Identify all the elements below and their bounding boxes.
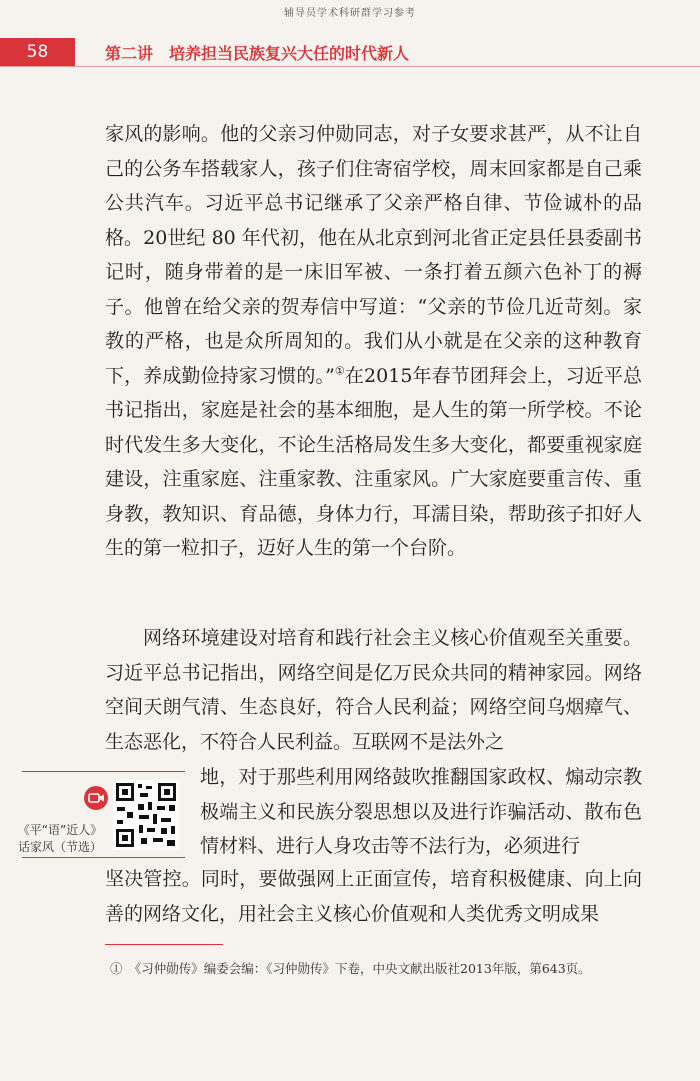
video-camera-icon: [84, 786, 108, 810]
paragraph-family-style: [105, 117, 642, 566]
footnote-rule: [105, 944, 223, 945]
sidebar-label: [10, 822, 110, 856]
para1-text-a: 家风的影响。他的父亲习仲勋同志，对子女要求甚严，从不让自己的公务车搭载家人，孩子们住寄宿学校，周末回家都是自己乘公共汽车。习近平总书记继承了父亲严格自律、节俭诚朴的品格。20世纪 80 年代初，他在从北京到河北省正定县任县委副书记时，随身带着的是一床旧军被、一条打着五颜六色补丁的褥子。他曾在给父亲的贺寿信中写道：“父亲的节俭几近苛刻。家教的严格，也是众所周知的。我们从小就是在父亲的这种教育下，养成勤俭持家习惯的。”: [105, 123, 642, 387]
footnote-ref[interactable]: ①: [334, 364, 345, 378]
qr-code[interactable]: [113, 780, 179, 850]
paragraph-network: 网络环境建设对培育和践行社会主义核心价值观至关重要。习近平总书记指出，网络空间是亿万民众共同的精神家园。网络空间天朗气清、生态良好，符合人民利益；网络空间乌烟瘴气、生态恶化，不符合人民利益。互联网不是法外之: [105, 627, 642, 753]
footnote: ① 《习仲勋传》编委会编：《习仲勋传》下卷，中央文献出版社2013年版，第643页。: [110, 961, 591, 976]
top-note: 辅导员学术科研群学习参考: [284, 8, 416, 19]
sidebar-rule-bottom: [22, 857, 185, 858]
chapter-title: 第二讲 培养担当民族复兴大任的时代新人: [105, 44, 410, 63]
page-number: 58: [0, 38, 75, 66]
sidebar-rule-top: [22, 771, 185, 772]
paragraph-network-wrapped: 地，对于那些利用网络鼓吹推翻国家政权、煽动宗教极端主义和民族分裂思想以及进行诈骗活动、散布色情材料、进行人身攻击等不法行为，必须进行: [200, 766, 642, 857]
sidebar-label-line1: 《平“语”近人》: [17, 823, 103, 837]
para1-text-b: 在2015年春节团拜会上，习近平总书记指出，家庭是社会的基本细胞，是人生的第一所学校。不论时代发生多大变化，不论生活格局发生多大变化，都要重视家庭建设，注重家庭、注重家教、注重家风。广大家庭要重言传、重身教，教知识、育品德，身体力行，耳濡目染，帮助孩子扣好人生的第一粒扣子，迈好人生的第一个台阶。: [105, 364, 642, 559]
paragraph-network-end: 坚决管控。同时，要做强网上正面宣传，培育积极健康、向上向善的网络文化，用社会主义核心价值观和人类优秀文明成果: [105, 868, 642, 925]
header-rule: [0, 66, 700, 67]
sidebar-label-line2: 话家风（节选）: [17, 840, 102, 854]
